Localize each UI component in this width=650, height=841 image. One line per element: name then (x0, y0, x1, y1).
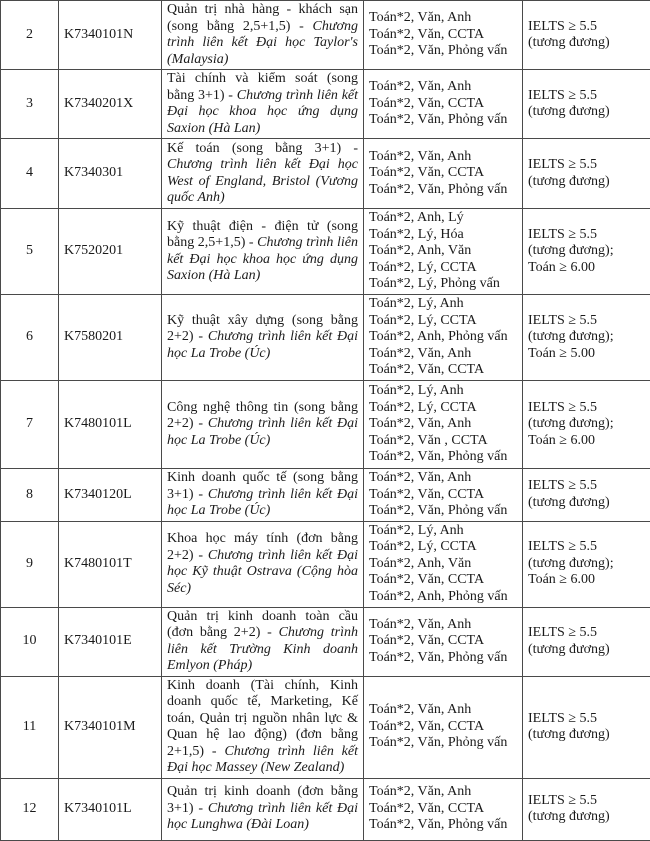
table-row (1, 139, 650, 209)
language-requirement (523, 139, 650, 209)
subject-combinations (364, 676, 523, 778)
row-number: 2 (1, 1, 59, 70)
language-requirement (523, 521, 650, 607)
requirement-line: IELTS ≥ 5.5 (528, 539, 645, 556)
subject-combination: Toán*2, Lý, CCTA (369, 400, 517, 417)
program-name: Kỹ thuật xây dựng (song bằng 2+2) - (167, 313, 358, 345)
partner-program: Chương trình liên kết Đại học West of England, Bristol (Vương quốc Anh) (167, 157, 358, 205)
subject-combination: Toán*2, Văn, Anh (369, 149, 517, 166)
requirement-line: (tương đương) (528, 174, 645, 191)
language-requirement (523, 607, 650, 676)
partner-program: Chương trình liên kết Đại học La Trobe (Úc) (167, 487, 358, 519)
program-name: Kinh doanh (Tài chính, Kinh doanh quốc tế, Marketing, Kế toán, Quản trị nguồn nhân lực & Quan hệ lao động) (đơn bằng 2+1,5) - (167, 678, 358, 759)
requirement-line: IELTS ≥ 5.5 (528, 400, 645, 417)
row-number: 5 (1, 209, 59, 295)
subject-combination: Toán*2, Lý, Anh (369, 523, 517, 540)
requirement-line: (tương đương); (528, 243, 645, 260)
subject-combination: Toán*2, Lý, Phỏng vấn (369, 276, 517, 293)
table-row (1, 1, 650, 70)
table-body (1, 1, 650, 841)
table-row (1, 521, 650, 607)
partner-program: Chương trình liên kết Trường Kinh doanh Emlyon (Pháp) (167, 625, 358, 673)
requirement-line: (tương đương) (528, 104, 645, 121)
subject-combination: Toán*2, Văn , CCTA (369, 433, 517, 450)
row-number: 3 (1, 70, 59, 139)
subject-combination: Toán*2, Anh, Phỏng vấn (369, 329, 517, 346)
subject-combinations (364, 521, 523, 607)
subject-combination: Toán*2, Văn, Anh (369, 617, 517, 634)
table-row (1, 295, 650, 381)
subject-combination: Toán*2, Anh, Lý (369, 210, 517, 227)
program-name: Kỹ thuật điện - điện tử (song bằng 2,5+1,5) - (167, 219, 358, 251)
program-name: Kinh doanh quốc tế (song bằng 3+1) - (167, 470, 358, 502)
subject-combinations (364, 139, 523, 209)
subject-combination: Toán*2, Văn, Anh (369, 79, 517, 96)
requirement-line: (tương đương) (528, 727, 645, 744)
subject-combination: Toán*2, Lý, Hóa (369, 227, 517, 244)
requirement-line: Toán ≥ 6.00 (528, 572, 645, 589)
subject-combination: Toán*2, Văn, Phỏng vấn (369, 112, 517, 129)
program-cell (162, 778, 364, 840)
requirement-line: (tương đương); (528, 416, 645, 433)
program-name: Kế toán (song bằng 3+1) - (167, 141, 358, 156)
requirement-line: IELTS ≥ 5.5 (528, 478, 645, 495)
subject-combinations (364, 607, 523, 676)
row-number: 4 (1, 139, 59, 209)
program-code: K7340101N (59, 1, 162, 70)
table-row (1, 778, 650, 840)
requirement-line: IELTS ≥ 5.5 (528, 625, 645, 642)
program-name: Công nghệ thông tin (song bằng 2+2) - (167, 400, 358, 432)
table-row (1, 70, 650, 139)
program-cell (162, 1, 364, 70)
language-requirement (523, 676, 650, 778)
subject-combination: Toán*2, Lý, CCTA (369, 539, 517, 556)
requirement-line: Toán ≥ 5.00 (528, 346, 645, 363)
program-name: Tài chính và kiểm soát (song bằng 3+1) - (167, 71, 358, 103)
subject-combination: Toán*2, Văn, Phỏng vấn (369, 650, 517, 667)
subject-combination: Toán*2, Văn, Anh (369, 470, 517, 487)
program-cell (162, 70, 364, 139)
requirement-line: (tương đương) (528, 809, 645, 826)
requirement-line: IELTS ≥ 5.5 (528, 313, 645, 330)
program-code: K7340101E (59, 607, 162, 676)
subject-combination: Toán*2, Văn, Phỏng vấn (369, 817, 517, 834)
row-number: 10 (1, 607, 59, 676)
requirement-line: Toán ≥ 6.00 (528, 433, 645, 450)
row-number: 7 (1, 381, 59, 469)
requirement-line: IELTS ≥ 5.5 (528, 157, 645, 174)
language-requirement (523, 209, 650, 295)
subject-combination: Toán*2, Văn, Phỏng vấn (369, 449, 517, 466)
requirement-line: Toán ≥ 6.00 (528, 260, 645, 277)
subject-combination: Toán*2, Văn, CCTA (369, 96, 517, 113)
subject-combination: Toán*2, Văn, CCTA (369, 572, 517, 589)
program-name: Khoa học máy tính (đơn bằng 2+2) - (167, 531, 358, 563)
program-code: K7480101L (59, 381, 162, 469)
program-name: Quản trị nhà hàng - khách sạn (song bằng 2,5+1,5) - (167, 2, 358, 34)
row-number: 9 (1, 521, 59, 607)
program-code: K7340101M (59, 676, 162, 778)
subject-combination: Toán*2, Văn, Phỏng vấn (369, 182, 517, 199)
subject-combination: Toán*2, Văn, CCTA (369, 165, 517, 182)
subject-combinations (364, 295, 523, 381)
program-cell (162, 607, 364, 676)
subject-combination: Toán*2, Văn, Phỏng vấn (369, 43, 517, 60)
subject-combinations (364, 778, 523, 840)
requirement-line: (tương đương); (528, 329, 645, 346)
language-requirement (523, 778, 650, 840)
subject-combination: Toán*2, Văn, Anh (369, 784, 517, 801)
program-cell (162, 381, 364, 469)
partner-program: Chương trình liên kết Đại học Taylor's (Malaysia) (167, 19, 358, 67)
requirement-line: (tương đương) (528, 642, 645, 659)
partner-program: Chương trình liên kết Đại học Lunghwa (Đài Loan) (167, 801, 358, 833)
requirement-line: (tương đương); (528, 556, 645, 573)
table-row (1, 209, 650, 295)
program-code: K7340301 (59, 139, 162, 209)
language-requirement (523, 70, 650, 139)
subject-combination: Toán*2, Anh, Phỏng vấn (369, 589, 517, 606)
subject-combination: Toán*2, Lý, Anh (369, 383, 517, 400)
program-cell (162, 469, 364, 522)
program-cell (162, 209, 364, 295)
partner-program: Chương trình liên kết Đại học khoa học ứng dụng Saxion (Hà Lan) (167, 235, 358, 283)
partner-program: Chương trình liên kết Đại học Kỹ thuật Ostrava (Cộng hòa Séc) (167, 548, 358, 596)
subject-combination: Toán*2, Lý, CCTA (369, 313, 517, 330)
program-cell (162, 295, 364, 381)
requirement-line: IELTS ≥ 5.5 (528, 711, 645, 728)
program-cell (162, 676, 364, 778)
row-number: 8 (1, 469, 59, 522)
subject-combination: Toán*2, Văn, CCTA (369, 719, 517, 736)
row-number: 6 (1, 295, 59, 381)
program-name: Quản trị kinh doanh (đơn bằng 3+1) - (167, 784, 358, 816)
subject-combinations (364, 381, 523, 469)
program-code: K7480101T (59, 521, 162, 607)
row-number: 11 (1, 676, 59, 778)
language-requirement (523, 1, 650, 70)
row-number: 12 (1, 778, 59, 840)
program-code: K7580201 (59, 295, 162, 381)
subject-combinations (364, 70, 523, 139)
program-cell (162, 521, 364, 607)
subject-combination: Toán*2, Anh, Văn (369, 243, 517, 260)
subject-combination: Toán*2, Lý, CCTA (369, 260, 517, 277)
program-code: K7520201 (59, 209, 162, 295)
program-name: Quản trị kinh doanh toàn cầu (đơn bằng 2+2) - (167, 609, 358, 641)
subject-combinations (364, 469, 523, 522)
requirement-line: (tương đương) (528, 495, 645, 512)
table-row (1, 607, 650, 676)
subject-combination: Toán*2, Văn, Phỏng vấn (369, 735, 517, 752)
program-code: K7340120L (59, 469, 162, 522)
subject-combination: Toán*2, Văn, Anh (369, 702, 517, 719)
language-requirement (523, 381, 650, 469)
partner-program: Chương trình liên kết Đại học Massey (New Zealand) (167, 744, 358, 776)
subject-combination: Toán*2, Văn, CCTA (369, 633, 517, 650)
subject-combination: Toán*2, Anh, Văn (369, 556, 517, 573)
subject-combinations (364, 1, 523, 70)
table-row (1, 381, 650, 469)
subject-combination: Toán*2, Văn, Anh (369, 10, 517, 27)
program-code: K7340101L (59, 778, 162, 840)
subject-combination: Toán*2, Lý, Anh (369, 296, 517, 313)
subject-combination: Toán*2, Văn, Anh (369, 416, 517, 433)
subject-combination: Toán*2, Văn, CCTA (369, 487, 517, 504)
table-row (1, 676, 650, 778)
partner-program: Chương trình liên kết Đại học khoa học ứng dụng Saxion (Hà Lan) (167, 88, 358, 136)
partner-program: Chương trình liên kết Đại học La Trobe (Úc) (167, 329, 358, 361)
subject-combination: Toán*2, Văn, Anh (369, 346, 517, 363)
requirement-line: IELTS ≥ 5.5 (528, 19, 645, 36)
subject-combination: Toán*2, Văn, CCTA (369, 362, 517, 379)
requirement-line: IELTS ≥ 5.5 (528, 793, 645, 810)
subject-combination: Toán*2, Văn, CCTA (369, 801, 517, 818)
requirement-line: IELTS ≥ 5.5 (528, 227, 645, 244)
requirement-line: IELTS ≥ 5.5 (528, 88, 645, 105)
subject-combination: Toán*2, Văn, CCTA (369, 27, 517, 44)
table-row (1, 469, 650, 522)
language-requirement (523, 295, 650, 381)
program-code: K7340201X (59, 70, 162, 139)
subject-combination: Toán*2, Văn, Phỏng vấn (369, 503, 517, 520)
partner-program: Chương trình liên kết Đại học La Trobe (Úc) (167, 416, 358, 448)
program-cell (162, 139, 364, 209)
subject-combinations (364, 209, 523, 295)
language-requirement (523, 469, 650, 522)
requirement-line: (tương đương) (528, 35, 645, 52)
